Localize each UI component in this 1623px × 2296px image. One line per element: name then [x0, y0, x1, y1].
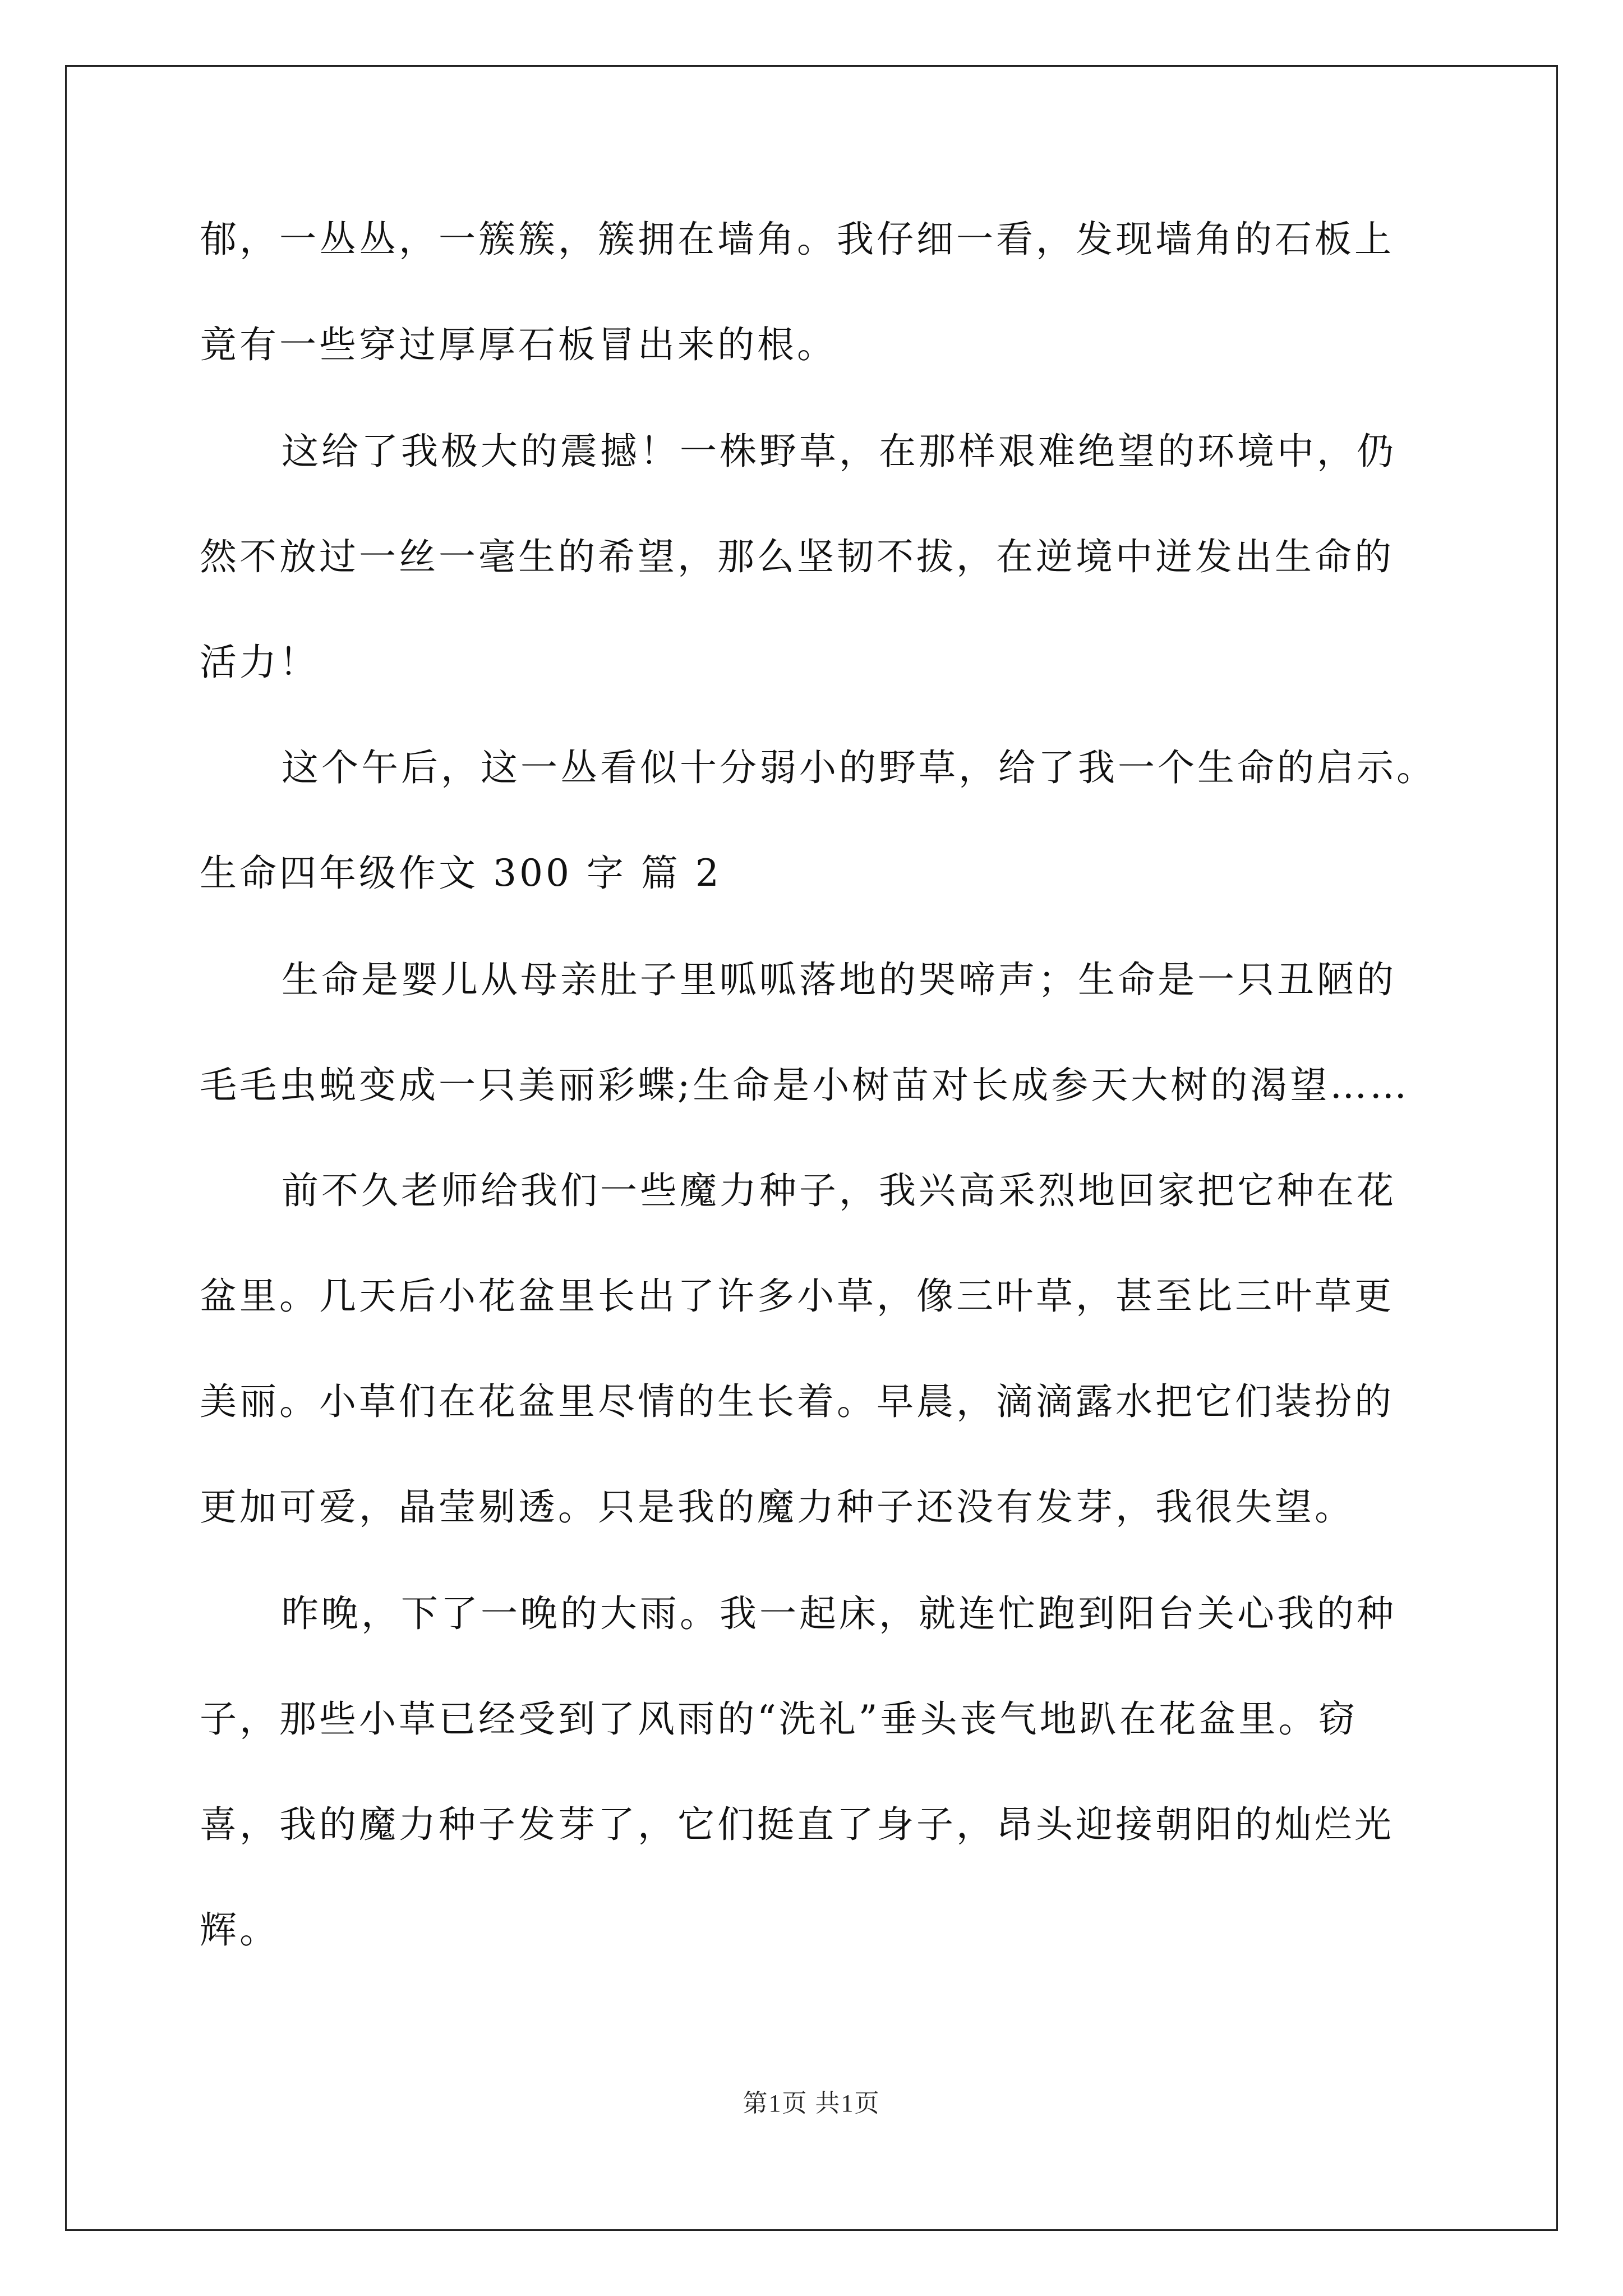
paragraph-line: 喜，我的魔力种子发芽了，它们挺直了身子，昂头迎接朝阳的灿烂光 — [200, 1803, 1394, 1846]
paragraph-line: 辉。 — [200, 1908, 279, 1952]
paragraph-line: 活力！ — [200, 641, 319, 684]
paragraph-line: 昨晚，下了一晚的大雨。我一起床，就连忙跑到阳台关心我的种 — [282, 1592, 1396, 1635]
page-number-footer: 第1页 共1页 — [743, 2090, 880, 2117]
paragraph-line: 这给了我极大的震撼！一株野草，在那样艰难绝望的环境中，仍 — [282, 430, 1396, 473]
paragraph-line: 美丽。小草们在花盆里尽情的生长着。早晨，滴滴露水把它们装扮的 — [200, 1380, 1394, 1423]
paragraph-line: 竟有一些穿过厚厚石板冒出来的根。 — [200, 323, 837, 366]
paragraph-line: 前不久老师给我们一些魔力种子，我兴高采烈地回家把它种在花 — [282, 1169, 1396, 1212]
paragraph-line: 这个午后，这一丛看似十分弱小的野草，给了我一个生命的启示。 — [282, 746, 1436, 789]
paragraph-line: 毛毛虫蜕变成一只美丽彩蝶;生命是小树苗对长成参天大树的渴望…… — [200, 1064, 1410, 1107]
paragraph-line: 生命是婴儿从母亲肚子里呱呱落地的哭啼声；生命是一只丑陋的 — [282, 958, 1396, 1001]
paragraph-line: 盆里。几天后小花盆里长出了许多小草，像三叶草，甚至比三叶草更 — [200, 1274, 1394, 1318]
paragraph-line: 子，那些小草已经受到了风雨的“洗礼”垂头丧气地趴在花盆里。窃 — [200, 1697, 1358, 1741]
paragraph-line: 然不放过一丝一毫生的希望，那么坚韧不拔，在逆境中迸发出生命的 — [200, 535, 1394, 578]
paragraph-line: 更加可爱，晶莹剔透。只是我的魔力种子还没有发芽，我很失望。 — [200, 1485, 1354, 1529]
page-border — [65, 65, 1558, 2231]
paragraph-line: 郁，一丛丛，一簇簇，簇拥在墙角。我仔细一看，发现墙角的石板上 — [200, 218, 1394, 261]
section-heading: 生命四年级作文 300 字 篇 2 — [200, 852, 722, 895]
